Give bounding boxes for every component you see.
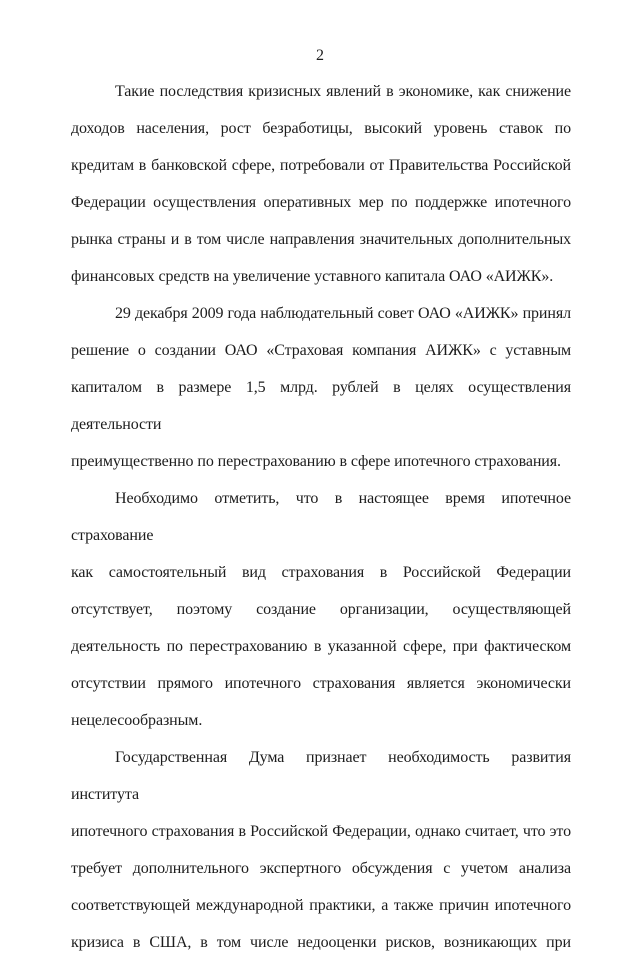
text-line: Государственная Дума признает необходимость развития института xyxy=(71,749,571,803)
text-line: капиталом в размере 1,5 млрд. рублей в целях осуществления деятельности xyxy=(71,379,571,433)
text-line: деятельность по перестрахованию в указанной сфере, при фактическом xyxy=(71,638,571,655)
text-line: решение о создании ОАО «Страховая компания АИЖК» с уставным xyxy=(71,342,571,359)
text-line: нецелесообразным. xyxy=(71,712,203,729)
text-line: преимущественно по перестрахованию в сфере ипотечного страхования. xyxy=(71,453,561,470)
text-line: соответствующей международной практики, а также причин ипотечного xyxy=(71,897,571,914)
paragraph-3 xyxy=(71,480,571,739)
text-line: отсутствии прямого ипотечного страхования является экономически xyxy=(71,675,571,692)
text-line: 29 декабря 2009 года наблюдательный совет ОАО «АИЖК» принял xyxy=(115,305,571,322)
text-line: как самостоятельный вид страхования в Российской Федерации xyxy=(71,564,571,581)
paragraph-4 xyxy=(71,739,571,961)
text-line: требует дополнительного экспертного обсуждения с учетом анализа xyxy=(71,860,571,877)
text-line: кредитам в банковской сфере, потребовали от Правительства Российской xyxy=(71,157,571,174)
text-line: ипотечного страхования в Российской Федерации, однако считает, что это xyxy=(71,823,571,840)
text-line: рынка страны и в том числе направления значительных дополнительных xyxy=(71,231,571,248)
paragraph-2 xyxy=(71,295,571,480)
text-line: финансовых средств на увеличение уставного капитала ОАО «АИЖК». xyxy=(71,268,554,285)
text-line: Федерации осуществления оперативных мер по поддержке ипотечного xyxy=(71,194,571,211)
text-line: Такие последствия кризисных явлений в экономике, как снижение xyxy=(115,83,571,100)
page-number: 2 xyxy=(316,47,324,64)
document-body xyxy=(71,73,571,961)
text-line: кризиса в США, в том числе недооценки рисков, возникающих при xyxy=(71,934,571,951)
text-line: отсутствует, поэтому создание организации, осуществляющей xyxy=(71,601,571,618)
text-line: Необходимо отметить, что в настоящее время ипотечное страхование xyxy=(71,490,571,544)
text-line: доходов населения, рост безработицы, высокий уровень ставок по xyxy=(71,120,571,137)
paragraph-1 xyxy=(71,73,571,295)
